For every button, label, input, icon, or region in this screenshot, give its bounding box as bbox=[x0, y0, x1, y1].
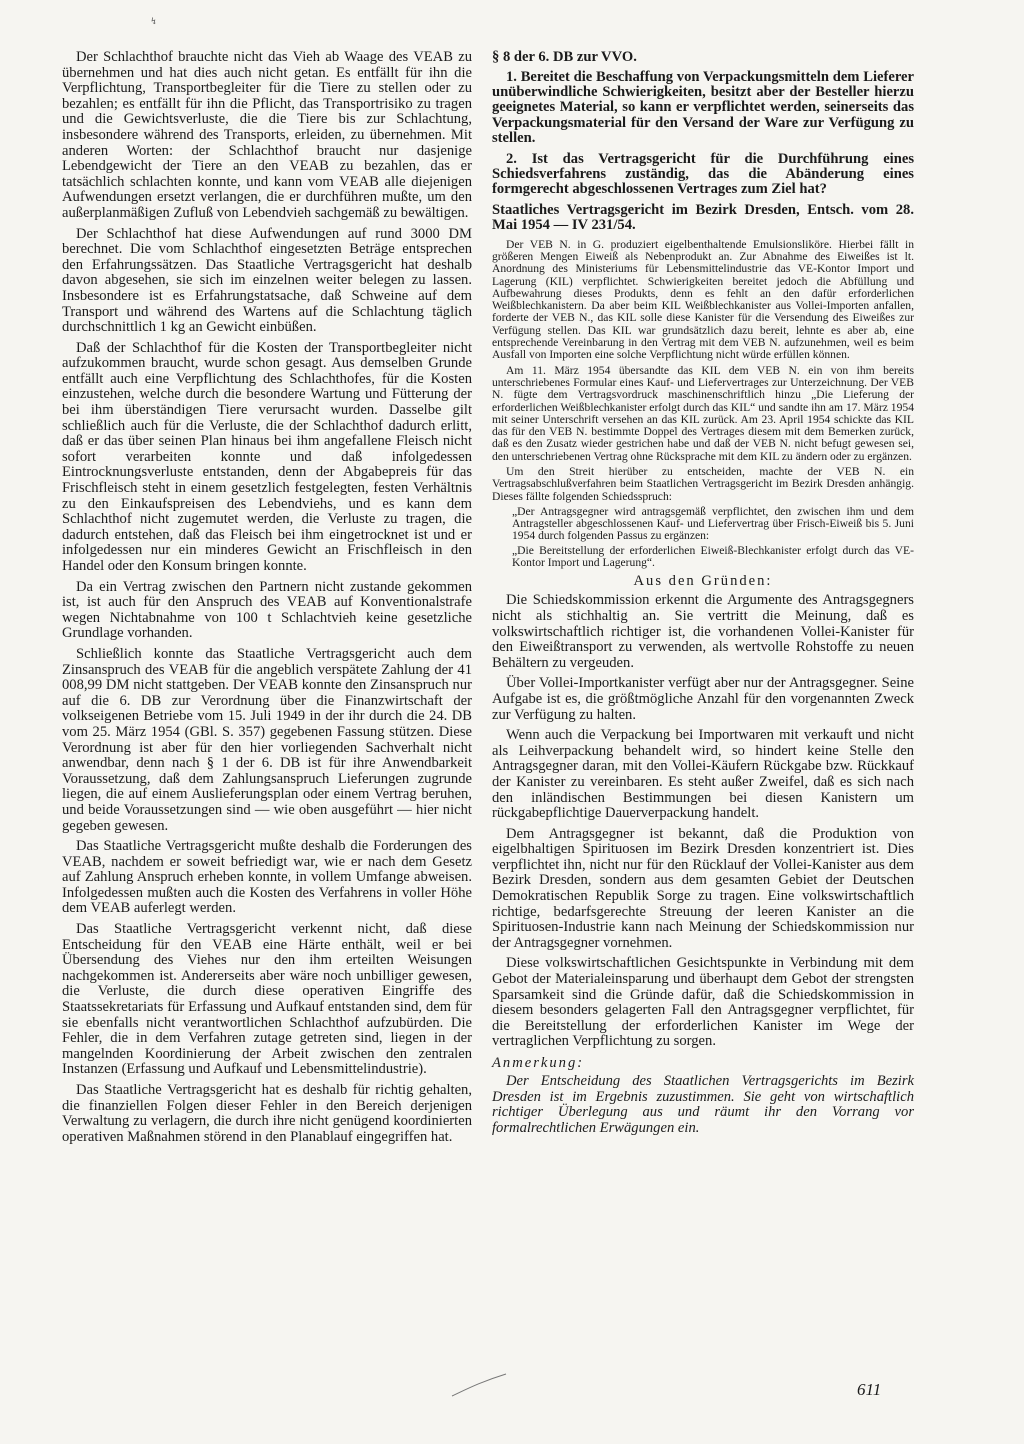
pen-stroke-mark bbox=[450, 1370, 510, 1400]
left-paragraph: Das Staatliche Vertragsgericht mußte deshalb die Forderungen des VEAB, nachdem er soweit befriedigt war, wie er nach dem Gesetz auf Zahlung Anspruch erheben konnte, in vollem Umfange abweisen. Infolgedessen mußten auch die Kosten des Verfahrens in voller Höhe dem VEAB auferlegt werden. bbox=[62, 838, 472, 917]
headnote: 1. Bereitet die Beschaffung von Verpackungsmitteln dem Lieferer unüberwindliche Schwierigkeiten, besitzt aber der Besteller hierzu geeignetes Material, so kann er verpflichtet werden, seinerseits das Verpackungsmaterial für den Versand der Ware zur Verfügung zu stellen. bbox=[492, 68, 914, 147]
left-paragraph: Da ein Vertrag zwischen den Partnern nicht zustande gekommen ist, ist auch für den Anspruch des VEAB auf Konventionalstrafe wegen Nichtabnahme von 100 t Schlachtvieh keine gesetzliche Grundlage vorhanden. bbox=[62, 578, 472, 642]
note-title: Anmerkung: bbox=[492, 1055, 585, 1071]
left-paragraph: Schließlich konnte das Staatliche Vertragsgericht auch dem Zinsanspruch des VEAB für die angeblich verspätete Zahlung der 41 008,99 DM nicht stattgeben. Der VEAB konnte den Zinsanspruch nur auf die 6. DB zur Verordnung über die Finanzwirtschaft der volkseigenen Betriebe vom 15. Juli 1949 in der ihr durch die 24. DB vom 25. März 1954 (GBl. S. 357) gegebenen Fassung stützen. Diese Verordnung ist aber für den hier vorliegenden Sachverhalt nicht anwendbar, denn nach § 1 der 6. DB ist für ihre Anwendbarkeit Voraussetzung, daß dem Zahlungsanspruch Lieferungen zugrunde liegen, die auf einem Auslieferungsplan oder einem Vertrag beruhen, und beide Voraussetzungen sind — wie oben ausgeführt — hier nicht gegeben gewesen. bbox=[62, 645, 472, 834]
court-citation: Staatliches Vertragsgericht im Bezirk Dresden, Entsch. vom 28. Mai 1954 — IV 231/54. bbox=[492, 201, 914, 234]
headnote: 2. Ist das Vertragsgericht für die Durchführung eines Schiedsverfahrens zuständig, das die Abänderung eines formgerecht abgeschlossenen Vertrages zum Ziel hat? bbox=[492, 150, 914, 198]
left-paragraph: Der Schlachthof hat diese Aufwendungen auf rund 3000 DM berechnet. Die vom Schlachthof eingesetzten Beträge entsprechen den Erfahrungssätzen. Das Staatliche Vertragsgericht hat deshalb davon abgesehen, sie sich im einzelnen weiter belegen zu lassen. Insbesondere ist es Erfahrungstatsache, daß Schweine auf dem Transport und während des Wartens auf die Schlachtung täglich durchschnittlich 1 kg an Gewicht einbüßen. bbox=[62, 225, 472, 336]
left-column bbox=[62, 50, 472, 1150]
award-quote: „Der Antragsgegner wird antragsgemäß verpflichtet, den zwischen ihm und dem Antragsteller abgeschlossenen Kauf- und Liefervertrag über Frisch-Eiweiß bis 5. Juni 1954 durch folgenden Passus zu ergänzen: bbox=[512, 504, 914, 543]
reasons-paragraph: Dem Antragsgegner ist bekannt, daß die Produktion von eigelbhaltigen Spirituosen im Bezirk Dresden konzentriert ist. Dies verpflichtet ihn, nicht nur für den Rücklauf der Vollei-Kanister aus dem Bezirk Dresden, sondern aus dem gesamten Gebiet der Deutschen Demokratischen Republik Sorge zu tragen. Eine volkswirtschaftlich richtige, bedarfsgerechte Streuung der leeren Kanister an die Spirituosen-Industrie kann nach Meinung der Schiedskommission nur der Antragsgegner vornehmen. bbox=[492, 825, 914, 951]
award-quote: „Die Bereitstellung der erforderlichen Eiweiß-Blechkanister erfolgt durch das VE-Kontor Import und Lagerung“. bbox=[512, 543, 914, 570]
reasons-paragraph: Wenn auch die Verpackung bei Importwaren mit verkauft und nicht als Leihverpackung behandelt wird, so hindert keine Stelle den Antragsgegner daran, mit den Vollei-Käufern Rückgabe bzw. Rückkauf der Kanister zu vereinbaren. Es steht außer Zweifel, daß es sich nach den inländischen Bestimmungen bei diesen Kanistern um rückgabepflichtige Dauerverpackung handelt. bbox=[492, 727, 914, 822]
reasons-paragraph: Die Schiedskommission erkennt die Argumente des Antragsgegners nicht als stichhaltig an. Sie vertritt die Meinung, daß es volkswirtschaftlich richtiger ist, die vorhandenen Vollei-Kanister für den Eiweißtransport zu verwenden, als wertvolle Rohstoffe zu neuen Behältern zu vergeuden. bbox=[492, 592, 914, 671]
left-paragraph: Daß der Schlachthof für die Kosten der Transportbegleiter nicht aufzukommen braucht, wurde schon gesagt. Aus demselben Grunde entfällt auch eine Verpflichtung des Schlachthofes, für die Kosten einzustehen, welche durch die besondere Wartung und Fütterung der bei ihm überständigen Tiere verursacht wurden. Dasselbe gilt schließlich auch für die Verluste, die der Schlachthof dadurch erlitt, daß er das über seinen Plan hinaus bei ihm angefallene Fleisch nicht sofort verarbeiten konnte und daß infolgedessen Eintrocknungsverluste entstanden, denn der Abgabepreis für das Frischfleisch steht in einem gesetzlich festgelegten, festen Verhältnis zu den Einkaufspreisen des Lebendviehs, und es kann dem Schlachthof nicht zugemutet werden, die Verluste zu tragen, die dadurch entstehen, daß das Fleisch bei ihm eingetrocknet ist und er infolgedessen nur ein minderes Gewicht an Frischfleisch in den Handel oder den Konsum bringen konnte. bbox=[62, 339, 472, 574]
reasons-paragraph: Über Vollei-Importkanister verfügt aber nur der Antragsgegner. Seine Aufgabe ist es, die größtmögliche Anzahl für den vorgenannten Zweck zur Verfügung zu halten. bbox=[492, 675, 914, 723]
facts-paragraph: Der VEB N. in G. produziert eigelbenthaltende Emulsionsliköre. Hierbei fällt in größeren Mengen Eiweiß als Nebenprodukt an. Zur Abnahme des Eiweißes ist lt. Anordnung des Ministeriums für Lebensmittelindustrie das VE-Kontor Import und Lagerung (KIL) verpflichtet. Schwierigkeiten bereitet jedoch die Abfüllung und Aufbewahrung dieses Produkts, denn es fehlt an den dafür erforderlichen Weißblechkanistern. Da aber beim KIL Weißblechkanister aus Vollei-Importen anfallen, forderte der VEB N., das KIL solle diese Kanister für die Versendung des Eiweißes zur Verfügung stellen. Das KIL war grundsätzlich dazu bereit, lehnte es aber ab, eine entsprechende Vereinbarung in den Vertrag mit dem VEB N. aufzunehmen, weil es beim Ausfall von Importen eine solche Verpflichtung nicht würde erfüllen können. bbox=[492, 237, 914, 362]
right-column bbox=[492, 50, 914, 1141]
left-paragraph: Der Schlachthof brauchte nicht das Vieh ab Waage des VEAB zu übernehmen und hat dies auch nicht getan. Es entfällt für ihn die Verpflichtung, Transportbegleiter für die Tiere zu stellen oder zu bezahlen; es entfällt für ihn die Pflicht, das Transportrisiko zu tragen und die Gewichtsverluste, die die Tiere bis zur Schlachtung, insbesondere während des Transports, erleiden, zu übernehmen. Mit anderen Worten: der Schlachthof braucht nur dasjenige Lebendgewicht der Tiere an den VEAB zu bezahlen, das er tatsächlich schlachten konnte, und kann vom VEAB alle diejenigen Aufwendungen ersetzt verlangen, die er durchführen mußte, um den außerplanmäßigen Zufluß von Lebendvieh sachgemäß zu bewältigen. bbox=[62, 49, 472, 221]
reasons-paragraph: Diese volkswirtschaftlichen Gesichtspunkte in Verbindung mit dem Gebot der Materialeinsparung und überhaupt dem Gebot der strengsten Sparsamkeit sind die Gründe dafür, daß die Schiedskommission in diesem besonders gelagerten Fall den Antragsgegner verpflichtet, für die Bereitstellung der erforderlichen Kanister im Wege der vertraglichen Verpflichtung zu sorgen. bbox=[492, 955, 914, 1050]
section-heading: § 8 der 6. DB zur VVO. bbox=[492, 49, 637, 65]
facts-paragraph: Um den Streit hierüber zu entscheiden, machte der VEB N. ein Vertragsabschlußverfahren beim Staatlichen Vertragsgericht im Bezirk Dresden anhängig. Dieses fällte folgenden Schiedsspruch: bbox=[492, 465, 914, 503]
page-number: 611 bbox=[857, 1380, 882, 1399]
scan-mark: ↯ bbox=[150, 16, 158, 26]
left-paragraph: Das Staatliche Vertragsgericht hat es deshalb für richtig gehalten, die finanziellen Folgen dieser Fehler in den Bereich derjenigen Verwaltung zu verlagern, die durch ihre nicht genügend koordinierten operativen Maßnahmen störend in den Planablauf eingegriffen hat. bbox=[62, 1082, 472, 1145]
note-text: Der Entscheidung des Staatlichen Vertragsgerichts im Bezirk Dresden ist im Ergebnis zuzustimmen. Sie geht von wirtschaftlich richtiger Überlegung aus und räumt ihr den Vorrang vor formalrechtlichen Erwägungen ein. bbox=[492, 1073, 914, 1136]
reasons-title: Aus den Gründen: bbox=[633, 573, 773, 590]
left-paragraph: Das Staatliche Vertragsgericht verkennt nicht, daß diese Entscheidung für den VEAB eine Härte enthält, weil er bei Übersendung des Viehes nur den ihm erteilten Weisungen nachgekommen ist. Andererseits aber wäre noch unbilliger gewesen, die Verluste, die durch diese operativen Eingriffe des Staatssekretariats für Erfassung und Aufkauf entstanden sind, dem für sie ebenfalls nicht verantwortlichen Schlachthof aufzubürden. Die Fehler, die in dem Verfahren zutage getreten sind, liegen in der mangelnden Koordinierung der Arbeit zwischen den zentralen Instanzen (Erfassung und Aufkauf und Lebensmittelindustrie). bbox=[62, 921, 472, 1078]
facts-paragraph: Am 11. März 1954 übersandte das KIL dem VEB N. ein von ihm bereits unterschriebenes Formular eines Kauf- und Liefervertrages zur Unterzeichnung. Der VEB N. fügte dem Vertragsvordruck maschinenschriftlich hinzu „Die Lieferung der erforderlichen Weißblechkanister erfolgt durch das KIL“ und sandte ihn am 17. März 1954 mit seiner Unterschrift versehen an das KIL zurück. Am 23. April 1954 schickte das KIL das für den VEB N. bestimmte Doppel des Vertrages diesem mit dem Bemerken zurück, daß es den Zusatz wieder gestrichen habe und daß der VEB N. nicht befugt gewesen sei, den unterschriebenen Vertrag ohne Rücksprache mit dem KIL zu ändern oder zu ergänzen. bbox=[492, 363, 914, 463]
